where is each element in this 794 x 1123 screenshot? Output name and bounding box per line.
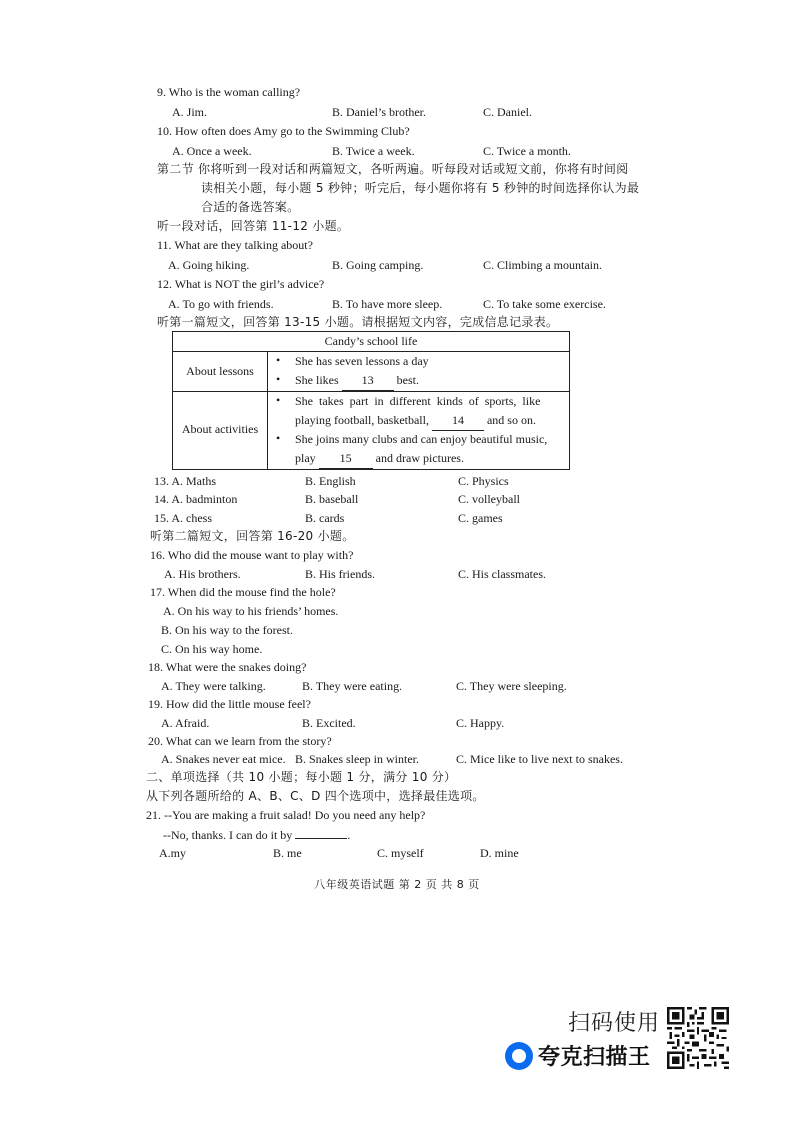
lessons-line1: She has seven lessons a day <box>295 354 429 368</box>
question-11-option-a: A. Going hiking. <box>168 258 250 272</box>
question-21-line2-text: --No, thanks. I can do it by <box>163 828 296 842</box>
question-12-option-b: B. To have more sleep. <box>332 297 443 311</box>
activities-line2-text: playing football, basketball, <box>295 413 432 427</box>
activities-line1: She takes part in different kinds of sports, like <box>295 394 541 408</box>
question-16-option-a: A. His brothers. <box>164 567 241 581</box>
blank-21 <box>295 826 347 839</box>
question-14-option-c: C. volleyball <box>458 492 520 506</box>
question-9-option-b: B. Daniel’s brother. <box>332 105 426 119</box>
info-record-table <box>172 331 570 470</box>
question-21-line2 <box>163 826 350 843</box>
question-21-line2-end: . <box>347 828 351 842</box>
bullet: • <box>276 393 281 407</box>
bullet: • <box>276 353 281 367</box>
scanner-logo-icon <box>505 1042 533 1070</box>
row-label-lessons: About lessons <box>186 364 254 378</box>
question-17-stem: 17. When did the mouse find the hole? <box>150 585 336 599</box>
question-21-option-a: A.my <box>159 846 186 860</box>
question-10-stem: 10. How often does Amy go to the Swimming Club? <box>157 124 410 138</box>
question-19-stem: 19. How did the little mouse feel? <box>148 697 311 711</box>
question-16-option-c: C. His classmates. <box>458 567 546 581</box>
question-19-option-a: A. Afraid. <box>161 716 210 730</box>
question-9-stem: 9. Who is the woman calling? <box>157 85 301 99</box>
question-18-option-a: A. They were talking. <box>161 679 266 693</box>
activities-line4-end: and draw pictures. <box>372 451 464 465</box>
activities-line4-text: play <box>295 451 319 465</box>
blank-15: 15 <box>319 449 373 469</box>
question-15-option-c: C. games <box>458 511 503 525</box>
question-12-stem: 12. What is NOT the girl’s advice? <box>157 277 325 291</box>
question-16-option-b: B. His friends. <box>305 567 375 581</box>
question-19-option-b: B. Excited. <box>302 716 356 730</box>
watermark-scan-text: 扫码使用 <box>568 1011 661 1036</box>
activities-line2-end: and so on. <box>483 413 536 427</box>
question-19-option-c: C. Happy. <box>456 716 505 730</box>
part2-instruction: 从下列各题所给的 A、B、C、D 四个选项中，选择最佳选项。 <box>146 789 485 803</box>
passage1-intro: 听第一篇短文，回答第 13-15 小题。请根据短文内容，完成信息记录表。 <box>157 315 559 329</box>
section2-instruction-line1: 第二节 你将听到一段对话和两篇短文，各听两遍。听每段对话或短文前，你将有时间阅 <box>157 162 629 176</box>
question-20-option-a: A. Snakes never eat mice. <box>161 752 286 766</box>
question-18-option-c: C. They were sleeping. <box>456 679 567 693</box>
question-20-option-b: B. Snakes sleep in winter. <box>295 752 419 766</box>
question-14-option-a: 14. A. badminton <box>154 492 238 506</box>
blank-13: 13 <box>342 371 394 391</box>
question-15-option-b: B. cards <box>305 511 345 525</box>
question-10-option-c: C. Twice a month. <box>483 144 571 158</box>
question-10-option-b: B. Twice a week. <box>332 144 415 158</box>
table-row-activities <box>173 392 569 469</box>
activities-line3: She joins many clubs and can enjoy beautiful music, <box>295 432 548 446</box>
question-14-option-b: B. baseball <box>305 492 359 506</box>
question-13-option-a: 13. A. Maths <box>154 474 217 488</box>
question-17-option-b: B. On his way to the forest. <box>161 623 293 637</box>
qr-code-icon <box>667 1007 729 1069</box>
question-17-option-a: A. On his way to his friends’ homes. <box>163 604 339 618</box>
row-label-activities: About activities <box>181 422 259 436</box>
lessons-line2-end: best. <box>393 373 420 387</box>
table-caption: Candy’s school life <box>173 332 569 352</box>
part2-title: 二、单项选择（共 10 小题；每小题 1 分，满分 10 分） <box>146 770 457 784</box>
question-18-stem: 18. What were the snakes doing? <box>148 660 307 674</box>
question-20-option-c: C. Mice like to live next to snakes. <box>456 752 623 766</box>
question-9-option-a: A. Jim. <box>172 105 208 119</box>
lessons-line2-text: She likes <box>295 373 342 387</box>
bullet: • <box>276 372 281 386</box>
question-21-option-d: D. mine <box>480 846 519 860</box>
question-11-option-c: C. Climbing a mountain. <box>483 258 602 272</box>
page-footer: 八年级英语试题 第 2 页 共 8 页 <box>314 878 480 891</box>
blank-14: 14 <box>432 411 484 431</box>
question-21-option-c: C. myself <box>377 846 424 860</box>
question-15-option-a: 15. A. chess <box>154 511 212 525</box>
lessons-line2 <box>295 371 419 391</box>
watermark-brand: 夸克扫描王 <box>538 1045 651 1070</box>
question-12-option-a: A. To go with friends. <box>168 297 274 311</box>
bullet: • <box>276 431 281 445</box>
question-13-option-b: B. English <box>305 474 356 488</box>
question-16-stem: 16. Who did the mouse want to play with? <box>150 548 354 562</box>
question-11-stem: 11. What are they talking about? <box>157 238 313 252</box>
question-21-line1: 21. --You are making a fruit salad! Do you need any help? <box>146 808 426 822</box>
question-9-option-c: C. Daniel. <box>483 105 532 119</box>
section2-instruction-line3: 合适的备选答案。 <box>201 200 300 214</box>
passage2-intro: 听第二篇短文，回答第 16-20 小题。 <box>150 529 355 543</box>
activities-line2 <box>295 411 536 431</box>
dialog-intro: 听一段对话，回答第 11-12 小题。 <box>157 219 350 233</box>
question-21-option-b: B. me <box>273 846 302 860</box>
question-10-option-a: A. Once a week. <box>172 144 252 158</box>
question-13-option-c: C. Physics <box>458 474 509 488</box>
activities-line4 <box>295 449 464 469</box>
question-11-option-b: B. Going camping. <box>332 258 424 272</box>
question-20-stem: 20. What can we learn from the story? <box>148 734 332 748</box>
question-17-option-c: C. On his way home. <box>161 642 263 656</box>
section2-instruction-line2: 读相关小题，每小题 5 秒钟；听完后，每小题你将有 5 秒钟的时间选择你认为最 <box>201 181 640 195</box>
question-12-option-c: C. To take some exercise. <box>483 297 606 311</box>
question-18-option-b: B. They were eating. <box>302 679 403 693</box>
table-row-lessons <box>173 352 569 392</box>
